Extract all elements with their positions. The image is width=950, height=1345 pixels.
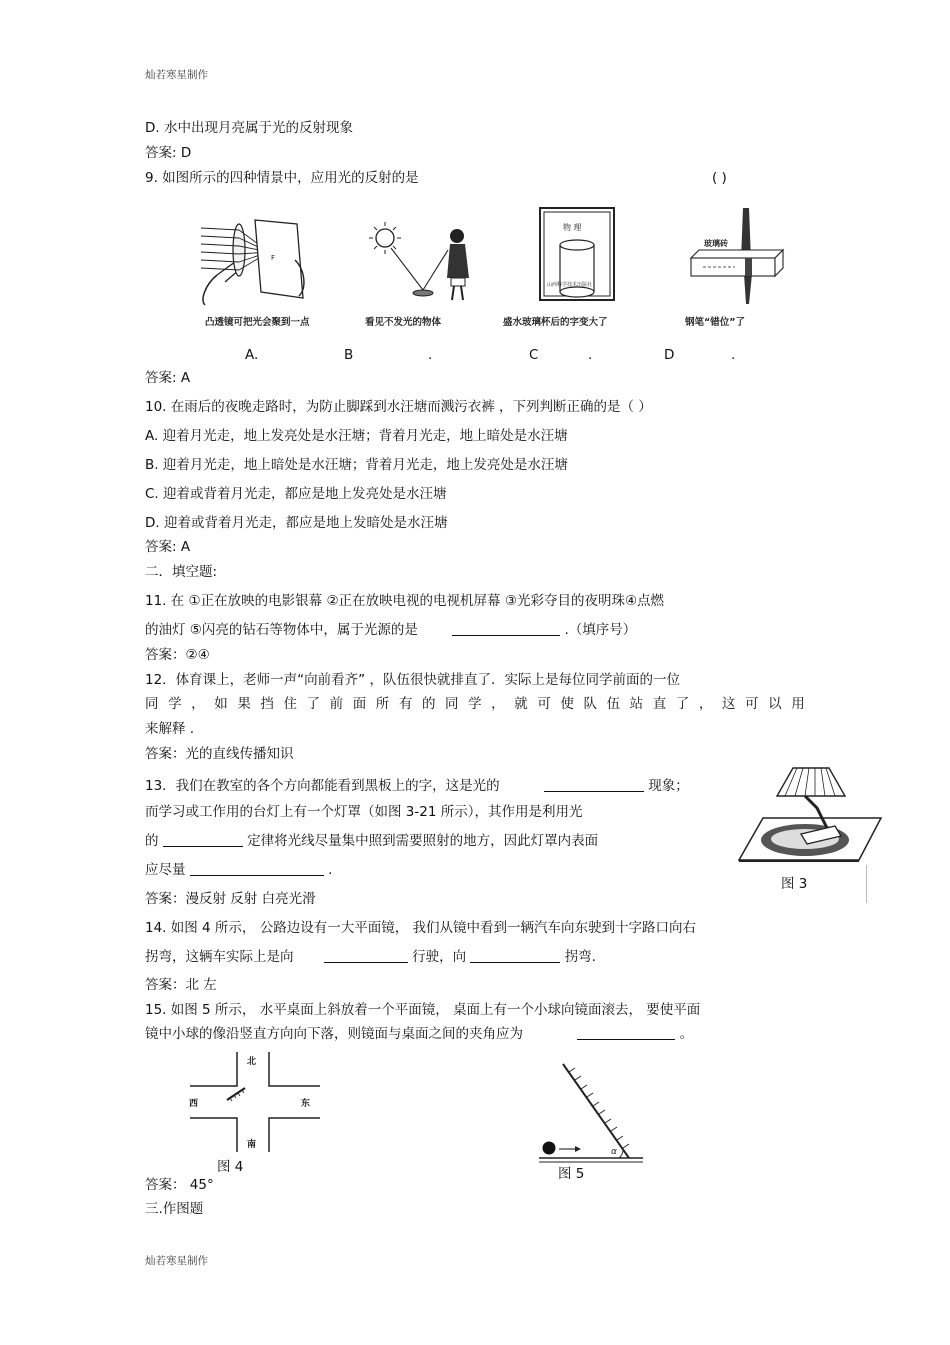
- q13-line4-start: 应尽量: [145, 862, 186, 878]
- q13-blank-2[interactable]: [163, 832, 243, 847]
- q13-line3: [145, 832, 598, 850]
- q9-caption-c: 盛水玻璃杯后的字变大了: [503, 317, 608, 328]
- q14-line2: [145, 948, 596, 966]
- q11-answer-blank[interactable]: [452, 621, 560, 636]
- q9-label-d-dot: .: [731, 347, 736, 363]
- q10-option-b: B. 迎着月光走，地上暗处是水汪塘；背着月光走，地上发亮处是水汪塘: [145, 457, 568, 473]
- q15-answer: 答案： 45°: [145, 1177, 214, 1193]
- book-publisher: 山西科学技术出版社: [547, 282, 593, 288]
- q9-caption-b: 看见不发光的物体: [365, 317, 442, 328]
- q14-blank-1[interactable]: [324, 948, 408, 963]
- margin-rule: [866, 865, 867, 903]
- q14-answer: 答案：北 左: [145, 977, 217, 993]
- book-title: 物 理: [563, 223, 582, 232]
- q13-line1: [145, 777, 689, 795]
- q15-blank[interactable]: [577, 1025, 675, 1040]
- glass-book-illustration: [503, 208, 614, 328]
- q13-line1-end: 现象；: [648, 778, 689, 794]
- q13-line2: 而学习或工作用的台灯上有一个灯罩（如图 3-21 所示），其作用是利用光: [145, 804, 583, 820]
- svg-text:F: F: [271, 254, 276, 262]
- q9-label-b-dot: .: [428, 347, 433, 363]
- q10-option-d: D. 迎着或背着月光走，都应是地上发暗处是水汪塘: [145, 515, 448, 531]
- q9-caption-a: 凸透镜可把光会聚到一点: [205, 317, 310, 328]
- page-footer: 灿若寒星制作: [145, 1255, 208, 1267]
- figure-3-caption: 图 3: [781, 876, 808, 892]
- direction-north: 北: [247, 1057, 257, 1067]
- q12-line3: 来解释 .: [145, 721, 195, 737]
- q14-line2-end: 拐弯.: [564, 949, 596, 965]
- figure-5-caption: 图 5: [558, 1166, 585, 1182]
- q14-line2-mid: 行驶，向: [412, 949, 467, 965]
- glass-brick-label: 玻璃砖: [704, 239, 728, 248]
- direction-west: 西: [189, 1099, 199, 1109]
- figure-5-mirror-ball: [535, 1060, 645, 1166]
- q9-label-d: D: [664, 347, 675, 363]
- figure-4-caption: 图 4: [217, 1159, 244, 1175]
- q12-line1: 12．体育课上，老师一声“向前看齐” ，队伍很快就排直了．实际上是每位同学前面的一位: [145, 672, 680, 688]
- q10-answer: 答案: A: [145, 539, 191, 555]
- q13-line4: [145, 861, 332, 879]
- q9-label-b: B: [344, 347, 354, 363]
- angle-alpha: α: [611, 1147, 617, 1157]
- q8-option-d: D. 水中出现月亮属于光的反射现象: [145, 120, 353, 136]
- q9-label-a: A.: [245, 347, 259, 363]
- q13-line3-start: 的: [145, 833, 159, 849]
- pen-glass-illustration: [684, 208, 783, 328]
- section-fill-in: 二．填空题:: [145, 564, 218, 580]
- q12-line2: 同 学 ， 如 果 挡 住 了 前 面 所 有 的 同 学 ， 就 可 使 队 伍 站 直 了 ， 这 可 以 用: [145, 696, 805, 712]
- q13-line1-text: 13．我们在教室的各个方向都能看到黑板上的字，这是光的: [145, 778, 500, 794]
- figure-3-desk-lamp: [735, 762, 885, 862]
- q9-stem: 9. 如图所示的四种情景中，应用光的反射的是: [145, 170, 419, 186]
- q10-option-a: A. 迎着月光走，地上发亮处是水汪塘；背着月光走，地上暗处是水汪塘: [145, 428, 568, 444]
- q11-line2-text: 的油灯 ⑤闪亮的钻石等物体中，属于光源的是: [145, 622, 418, 638]
- q9-label-c: C: [529, 347, 539, 363]
- page-header: 灿若寒星制作: [145, 69, 208, 81]
- q9-label-c-dot: .: [588, 347, 593, 363]
- q10-stem: 10. 在雨后的夜晚走路时，为防止脚踩到水汪塘而溅污衣裤 ，下列判断正确的是（ ）: [145, 399, 652, 415]
- q11-line2: [145, 621, 636, 639]
- q11-line1: 11. 在 ①正在放映的电影银幕 ②正在放映电视的电视机屏幕 ③光彩夺目的夜明珠④点燃: [145, 593, 665, 609]
- q13-answer: 答案：漫反射 反射 白亮光滑: [145, 891, 316, 907]
- q15-line1: 15. 如图 5 所示， 水平桌面上斜放着一个平面镜， 桌面上有一个小球向镜面滚去， 要使平面: [145, 1002, 701, 1018]
- section-drawing: 三.作图题: [145, 1201, 204, 1217]
- direction-south: 南: [247, 1140, 257, 1150]
- convex-lens-illustration: [201, 220, 310, 328]
- q11-answer: 答案：②④: [145, 647, 210, 663]
- q9-paren: ( ): [712, 170, 727, 186]
- direction-east: 东: [301, 1099, 311, 1109]
- q14-line1: 14. 如图 4 所示， 公路边设有一大平面镜， 我们从镜中看到一辆汽车向东驶到十字路口向右: [145, 920, 697, 936]
- q14-line2-text: 拐弯，这辆车实际上是向: [145, 949, 294, 965]
- q13-blank-3[interactable]: [190, 861, 324, 876]
- q15-line2: [145, 1025, 693, 1043]
- q13-line3-text: 定律将光线尽量集中照到需要照射的地方，因此灯罩内表面: [247, 833, 599, 849]
- seeing-object-illustration: [365, 222, 469, 328]
- q13-line4-end: .: [328, 862, 333, 878]
- figure-4-crossroads: [185, 1052, 325, 1154]
- q8-answer: 答案: D: [145, 145, 192, 161]
- q13-blank-1[interactable]: [544, 777, 644, 792]
- q12-answer: 答案：光的直线传播知识: [145, 746, 294, 762]
- q15-line2-text: 镜中小球的像沿竖直方向向下落，则镜面与桌面之间的夹角应为: [145, 1026, 523, 1042]
- q9-figure: [195, 200, 790, 335]
- q9-caption-d: 钢笔“错位”了: [685, 317, 745, 328]
- q9-answer: 答案: A: [145, 370, 191, 386]
- q14-blank-2[interactable]: [470, 948, 560, 963]
- q11-line2-end: .（填序号）: [564, 622, 637, 638]
- q15-line2-end: 。: [679, 1026, 694, 1042]
- q10-option-c: C. 迎着或背着月光走，都应是地上发亮处是水汪塘: [145, 486, 447, 502]
